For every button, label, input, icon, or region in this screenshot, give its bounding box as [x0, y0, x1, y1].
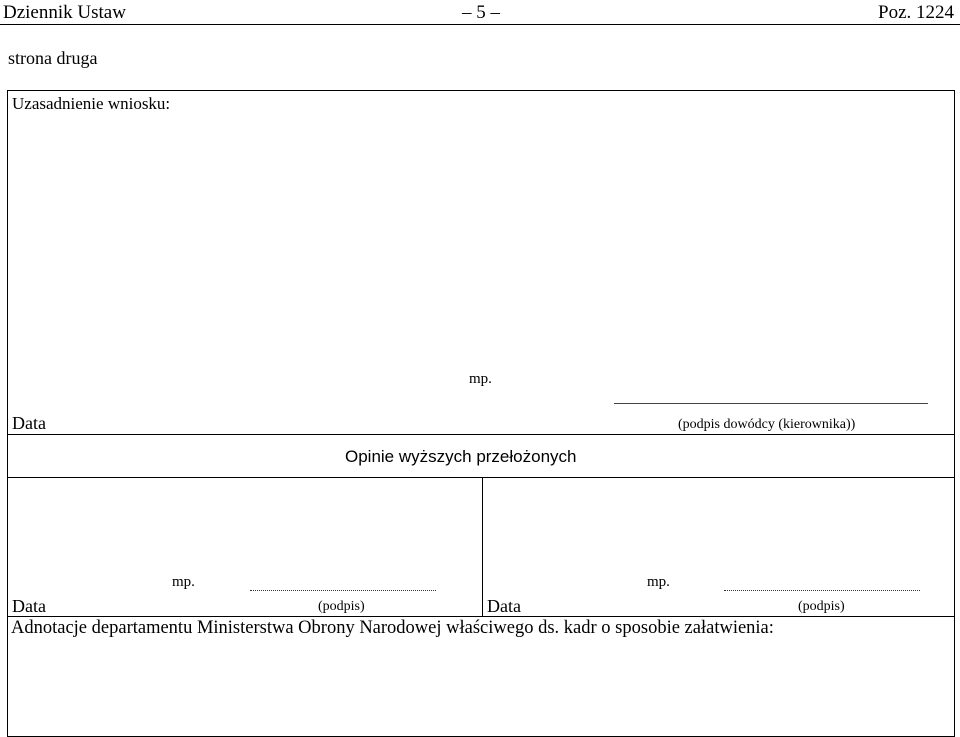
justification-label: Uzasadnienie wniosku:: [12, 94, 171, 113]
position-number: Poz. 1224: [878, 2, 954, 23]
justification-input-area[interactable]: [9, 116, 951, 366]
annotations-top-rule: [7, 616, 955, 617]
journal-title: Dziennik Ustaw: [3, 2, 126, 23]
annotations-label: Adnotacje departamentu Ministerstwa Obrony Narodowej właściwego ds. kadr o sposobie załatwienia:: [11, 618, 774, 638]
left-signature-line: [250, 590, 436, 591]
page-number: – 5 –: [462, 2, 500, 23]
header-rule: [0, 24, 960, 25]
left-stamp-label: mp.: [172, 574, 195, 590]
date-label: Data: [12, 413, 46, 433]
left-opinion-input-area[interactable]: [9, 479, 479, 569]
commander-signature-caption: (podpis dowódcy (kierownika)): [678, 417, 856, 432]
right-signature-line: [724, 590, 920, 591]
right-signature-caption: (podpis): [798, 599, 845, 614]
right-date-label: Data: [487, 596, 521, 616]
left-signature-caption: (podpis): [318, 599, 365, 614]
opinions-divider: [482, 477, 483, 616]
stamp-label: mp.: [469, 371, 492, 387]
opinions-title-rule: [7, 477, 955, 478]
opinions-title: Opinie wyższych przełożonych: [345, 447, 577, 466]
page-label: strona druga: [8, 48, 98, 68]
left-date-label: Data: [12, 596, 46, 616]
opinions-top-rule: [7, 434, 955, 435]
annotations-input-area[interactable]: [9, 642, 951, 732]
right-stamp-label: mp.: [647, 574, 670, 590]
right-opinion-input-area[interactable]: [485, 479, 951, 569]
commander-signature-line: [614, 403, 928, 404]
